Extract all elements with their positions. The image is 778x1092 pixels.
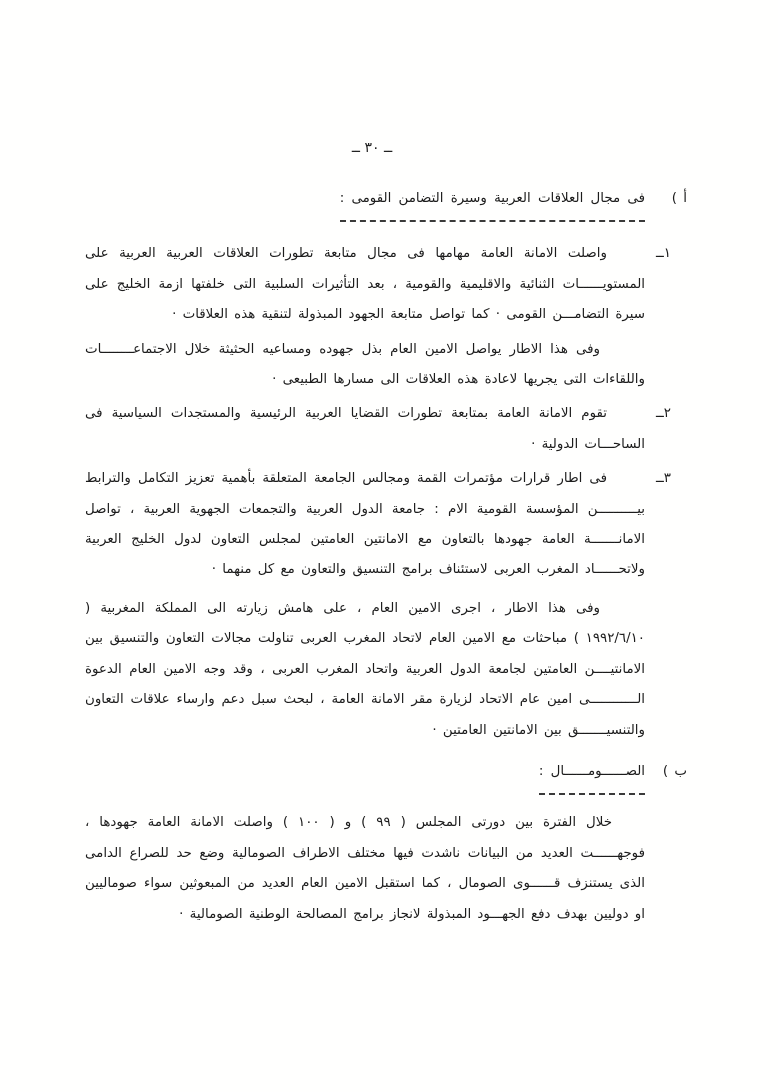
numbered-item-3-marker: ٣ــ (655, 471, 671, 487)
section-a-heading (85, 184, 693, 222)
document-content (85, 184, 693, 930)
numbered-item-3 (85, 464, 693, 586)
item-1-followup-paragraph: وفى هذا الاطار يواصل الامين العام بذل جهوده ومساعيه الحثيثة خلال الاجتماعــــــــات واللقاءات التى يجريها لاعادة هذه العلاقات الى مسارها الطبيعى · (85, 341, 645, 388)
item-3-followup-paragraph: وفى هذا الاطار ، اجرى الامين العام ، على هامش زيارته الى المملكة المغربية ( ١٩٩٢/٦/١٠ ) مباحثات مع الامين العام لاتحاد المغرب العربى تناولت مجالات التعاون والتنسيق بين الامانتيــــن العامتين لجامعة الدول العربية واتحاد المغرب العربى ، وقد وجه الامين العام الدعوة الــــــــــــى امين عام الاتحاد لزيارة مقر الامانة العامة ، لبحث سبل دعم وارساء علاقات التعاون والتنسيـــــــق بين الامانتين العامتين · (85, 600, 645, 738)
section-b-marker: ب ) (662, 763, 687, 779)
section-a-marker: أ ) (671, 191, 687, 206)
numbered-item-2 (85, 399, 693, 460)
numbered-item-2-marker: ٢ــ (655, 406, 671, 422)
section-b-title: الصــــــومــــــال : (539, 757, 645, 795)
numbered-item-2-text: تقوم الامانة العامة بمتابعة تطورات القضايا العربية الرئيسية والمستجدات السياسية فى الساحـــات الدولية · (85, 406, 645, 452)
page-number: ــ ٣٠ ــ (351, 140, 393, 156)
numbered-item-1 (85, 239, 693, 330)
section-b-heading (85, 757, 693, 795)
numbered-item-1-text: واصلت الامانة العامة مهامها فى مجال متابعة تطورات العلاقات العربية العربية على المستويــــــات الثنائية والاقليمية والقومية ، بعد التأثيرات السلبية التى خلفتها ازمة الخليج على سيرة التضامـــن القومى · كما تواصل متابعة الجهود المبذولة لتنقية هذه العلاقات · (85, 246, 645, 323)
section-a-title: فى مجال العلاقات العربية وسيرة التضامن القومى : (340, 184, 645, 222)
numbered-item-3-text: فى اطار قرارات مؤتمرات القمة ومجالس الجامعة المتعلقة بأهمية تعزيز التكامل والترابط بيــــــــــن المؤسسة القومية الام : جامعة الدول العربية والتجمعات الجهوية العربية ، تواصل الامانـــــــة العامة جهودها بالتعاون مع الامانتين العامتين لمجلس التعاون لدول الخليج العربية ولاتحــــــاد المغرب العربى لاستئناف برامج التنسيق والتعاون مع كل منهما · (85, 471, 645, 578)
numbered-item-1-marker: ١ــ (655, 246, 671, 262)
section-b-paragraph: خلال الفترة بين دورتى المجلس ( ٩٩ ) و ( ١٠٠ ) واصلت الامانة العامة جهودها ، فوجهــــــت العديد من البيانات ناشدت فيها مختلف الاطراف الصومالية وضع حد للصراع الدامى الذى يستنزف قــــــوى الصومال ، كما استقبل الامين العام العديد من المبعوثين سواء صوماليين او دوليين بهدف دفع الجهـــود المبذولة لانجاز برامج المصالحة الوطنية الصومالية · (85, 815, 645, 922)
